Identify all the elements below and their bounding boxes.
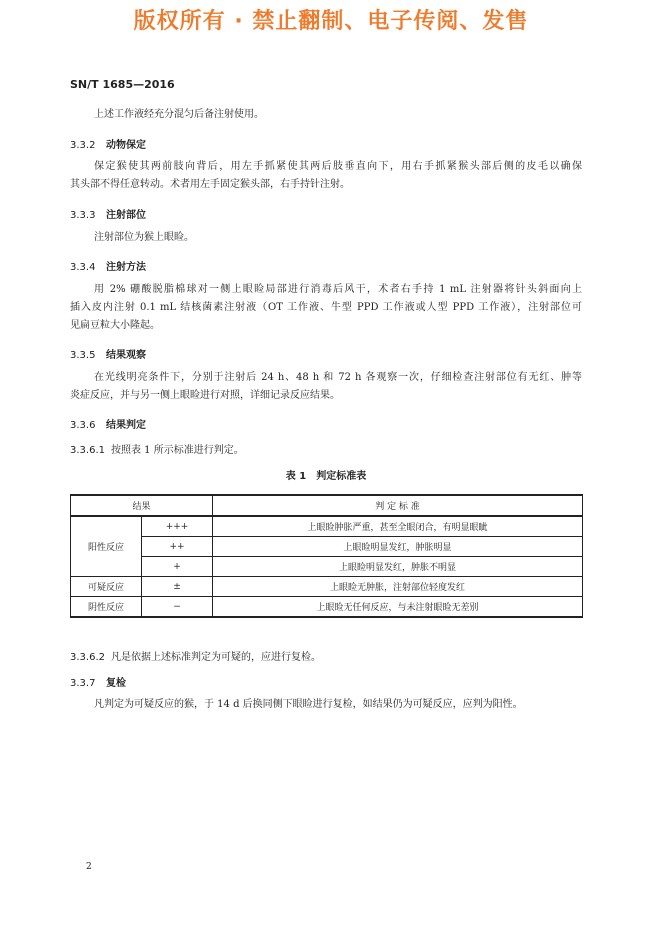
paragraph-line: 保定猴使其两前肢向背后，用左手抓紧使其两后肢垂直向下，用右手抓紧猴头部后侧的皮毛以确保 bbox=[94, 161, 582, 172]
page-number: 2 bbox=[86, 862, 92, 872]
paragraph-3-3-5 bbox=[70, 369, 582, 405]
section-number: 3.3.7 bbox=[70, 678, 96, 689]
row-label: 阴性反应 bbox=[71, 597, 142, 618]
paragraph-line: 见扁豆粒大小隆起。 bbox=[70, 320, 160, 331]
paragraph-line: 炎症反应，并与另一侧上眼睑进行对照，详细记录反应结果。 bbox=[70, 390, 340, 401]
paragraph-line: 在光线明亮条件下，分别于注射后 24 h、48 h 和 72 h 各观察一次，仔细检查注射部位有无红、肿等 bbox=[94, 372, 582, 383]
paragraph-line: 凡判定为可疑反应的猴，于 14 d 后换同侧下眼睑进行复检，如结果仍为可疑反应，应判为阳性。 bbox=[94, 699, 523, 710]
section-title: 结果观察 bbox=[106, 350, 146, 361]
row-criteria: 上眼睑明显发红，肿胀明显 bbox=[213, 537, 583, 557]
heading-3-3-4 bbox=[70, 258, 146, 273]
standard-code: SN/T 1685—2016 bbox=[70, 78, 175, 91]
heading-3-3-6 bbox=[70, 416, 146, 431]
intro-line: 上述工作液经充分混匀后备注射使用。 bbox=[94, 109, 264, 120]
paragraph-line: 用 2% 硼酸脱脂棉球对一侧上眼睑局部进行消毒后风干，术者右手持 1 mL 注射器将针头斜面向上 bbox=[94, 284, 582, 295]
heading-3-3-3 bbox=[70, 206, 146, 221]
heading-3-3-5 bbox=[70, 346, 146, 361]
section-number: 3.3.6.2 bbox=[70, 652, 105, 663]
paragraph-line: 注射部位为猴上眼睑。 bbox=[94, 232, 194, 243]
paragraph-3-3-2 bbox=[70, 158, 582, 194]
row-label: 可疑反应 bbox=[71, 577, 142, 597]
section-title: 复检 bbox=[106, 678, 126, 689]
criteria-table bbox=[70, 494, 583, 618]
section-number: 3.3.2 bbox=[70, 140, 96, 151]
row-label-positive: 阳性反应 bbox=[71, 516, 142, 577]
table-header-criteria: 判 定 标 准 bbox=[213, 495, 583, 516]
section-number: 3.3.3 bbox=[70, 210, 96, 221]
table-row bbox=[71, 537, 583, 557]
copyright-watermark: 版权所有 · 禁止翻制、电子传阅、发售 bbox=[133, 9, 529, 34]
table-row bbox=[71, 577, 583, 597]
row-criteria: 上眼睑无任何反应，与未注射眼睑无差别 bbox=[213, 597, 583, 618]
section-number: 3.3.4 bbox=[70, 262, 96, 273]
row-criteria: 上眼睑明显发红，肿胀不明显 bbox=[213, 557, 583, 577]
section-title: 动物保定 bbox=[106, 140, 146, 151]
heading-3-3-2 bbox=[70, 136, 146, 151]
table-header-result: 结果 bbox=[71, 495, 213, 516]
table-row bbox=[71, 516, 583, 537]
row-criteria: 上眼睑肿胀严重，甚至全眼闭合，有明显眼眦 bbox=[213, 516, 583, 537]
paragraph-3-3-3 bbox=[70, 229, 582, 247]
section-title: 结果判定 bbox=[106, 420, 146, 431]
heading-3-3-7 bbox=[70, 674, 126, 689]
section-number: 3.3.6 bbox=[70, 420, 96, 431]
table-row bbox=[71, 557, 583, 577]
paragraph-line: 插入皮内注射 0.1 mL 结核菌素注射液（OT 工作液、牛型 PPD 工作液或人型 PPD 工作液），注射部位可 bbox=[70, 302, 582, 313]
clause-text: 按照表 1 所示标准进行判定。 bbox=[111, 445, 244, 456]
row-symbol: ± bbox=[142, 577, 213, 597]
row-symbol: +++ bbox=[142, 516, 213, 537]
section-title: 注射部位 bbox=[106, 210, 146, 221]
row-criteria: 上眼睑无肿胀，注射部位轻度发红 bbox=[213, 577, 583, 597]
paragraph-3-3-4 bbox=[70, 281, 582, 335]
paragraph-line: 其头部不得任意转动。术者用左手固定猴头部，右手持针注射。 bbox=[70, 179, 350, 190]
section-title: 注射方法 bbox=[106, 262, 146, 273]
section-number: 3.3.6.1 bbox=[70, 445, 105, 456]
table-caption: 表 1 判定标准表 bbox=[285, 471, 367, 482]
row-symbol: − bbox=[142, 597, 213, 618]
intro-paragraph bbox=[70, 106, 582, 124]
paragraph-3-3-7 bbox=[70, 696, 582, 714]
table-row bbox=[71, 597, 583, 618]
row-symbol: + bbox=[142, 557, 213, 577]
clause-3-3-6-2 bbox=[70, 648, 321, 663]
clause-3-3-6-1 bbox=[70, 441, 244, 456]
row-symbol: ++ bbox=[142, 537, 213, 557]
clause-text: 凡是依据上述标准判定为可疑的，应进行复检。 bbox=[111, 652, 321, 663]
section-number: 3.3.5 bbox=[70, 350, 96, 361]
